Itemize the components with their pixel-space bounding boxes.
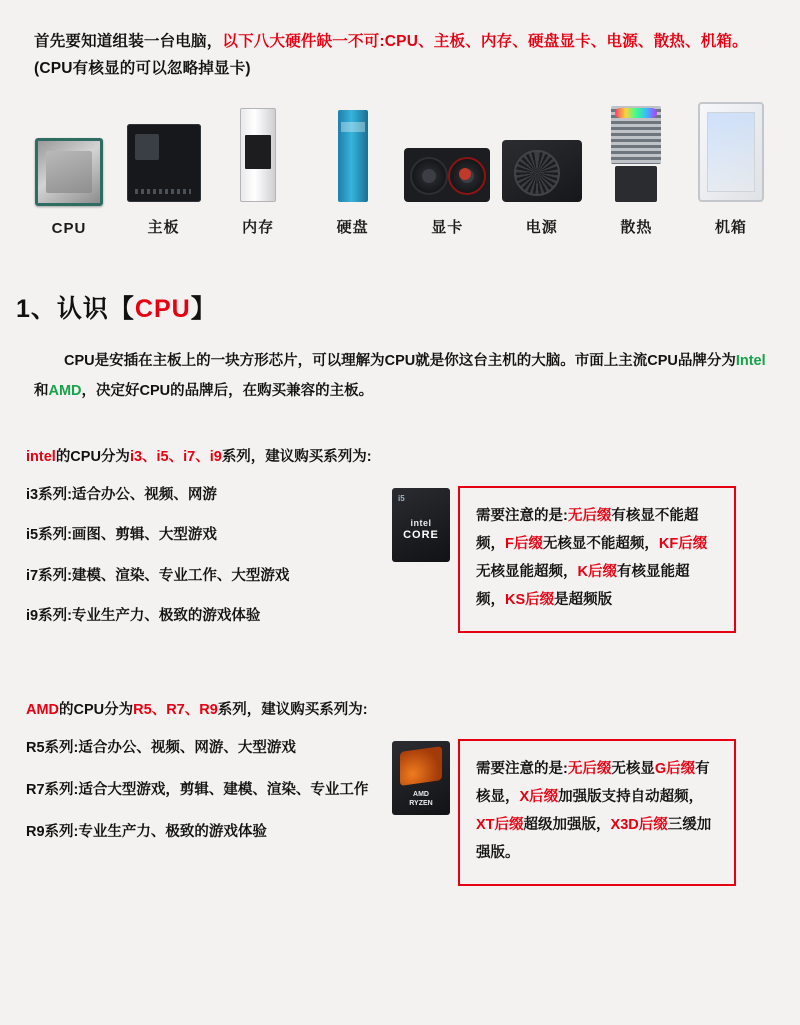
note-red-5: X3D后缀 bbox=[610, 817, 668, 834]
intel-box-line2: CORE bbox=[403, 528, 439, 541]
part-label: 主板 bbox=[147, 219, 180, 237]
section-heading bbox=[16, 289, 800, 325]
intro-segment-1: 首先要知道组装一台电脑， bbox=[34, 33, 223, 50]
brand-amd-inline: AMD bbox=[48, 382, 82, 399]
note-text-4: 无核显能超频， bbox=[476, 564, 578, 581]
paragraph-conjunction: 和 bbox=[34, 382, 49, 399]
ram-stick-icon bbox=[215, 104, 301, 202]
part-item-power-supply bbox=[499, 104, 585, 237]
amd-heading-mid: 的CPU分为 bbox=[59, 701, 134, 718]
part-item-case bbox=[688, 104, 774, 237]
intro-segment-2: 以下八大硬件缺一不可:CPU、主板、内存、硬盘显卡、电源、散热、机箱。 bbox=[222, 33, 748, 50]
intel-series-heading bbox=[26, 445, 800, 466]
amd-note-box bbox=[458, 739, 736, 886]
part-item-motherboard bbox=[121, 104, 207, 237]
intel-box-badge: i5 bbox=[398, 493, 405, 503]
list-item: i5系列:画图、剪辑、大型游戏 bbox=[26, 527, 217, 544]
amd-brand-label: AMD bbox=[26, 701, 60, 718]
motherboard-icon bbox=[121, 104, 207, 202]
intel-box-line1: intel bbox=[410, 517, 432, 528]
note-text-4: 超级加强版， bbox=[523, 817, 611, 834]
note-lead: 需要注意的是: bbox=[476, 760, 568, 777]
cpu-chip-icon bbox=[26, 108, 112, 206]
part-label: 内存 bbox=[242, 219, 275, 237]
amd-series-heading bbox=[26, 698, 800, 719]
list-item: R9系列:专业生产力、极致的游戏体验 bbox=[26, 824, 267, 841]
intel-note-box bbox=[458, 486, 736, 633]
section-close: 】 bbox=[190, 295, 217, 324]
ssd-icon bbox=[310, 104, 396, 202]
cpu-cooler-icon bbox=[593, 104, 679, 202]
note-red-2: G后缀 bbox=[654, 760, 696, 777]
amd-series-rows bbox=[0, 737, 384, 862]
cpu-explanation-paragraph bbox=[34, 347, 766, 406]
list-item: i3系列:适合办公、视频、网游 bbox=[26, 486, 217, 503]
amd-heading-tail: 系列，建议购买系列为: bbox=[217, 701, 368, 718]
part-label: 散热 bbox=[620, 219, 653, 237]
intel-series-block bbox=[0, 484, 800, 646]
paragraph-part-2: ，决定好CPU的品牌后，在购买兼容的主板。 bbox=[81, 382, 374, 399]
part-label: 电源 bbox=[525, 219, 558, 237]
part-item-graphics-card bbox=[404, 104, 490, 237]
list-item: i9系列:专业生产力、极致的游戏体验 bbox=[26, 608, 261, 625]
part-item-cpu bbox=[26, 108, 112, 237]
note-text-6: 是超频版 bbox=[554, 592, 613, 609]
list-item: i7系列:建模、渲染、专业工作、大型游戏 bbox=[26, 567, 290, 584]
note-red-4: XT后缀 bbox=[476, 817, 524, 834]
intel-core-box-icon bbox=[384, 484, 458, 562]
graphics-card-icon bbox=[404, 104, 490, 202]
amd-box-line2: RYZEN bbox=[409, 800, 433, 808]
intro-segment-3: (CPU有核显的可以忽略掉显卡) bbox=[34, 60, 251, 78]
note-text-5: 三缓加强版。 bbox=[476, 817, 712, 862]
part-label: 机箱 bbox=[714, 219, 747, 237]
note-text-1: 无核显 bbox=[611, 760, 655, 777]
intel-heading-mid: 的CPU分为 bbox=[55, 448, 130, 465]
part-item-storage bbox=[310, 104, 396, 237]
list-item: R5系列:适合办公、视频、网游、大型游戏 bbox=[26, 739, 296, 756]
note-red-1: 无后缀 bbox=[567, 760, 612, 777]
paragraph-part-1: CPU是安插在主板上的一块方形芯片，可以理解为CPU就是你这台主机的大脑。市面上主流CPU品牌分为 bbox=[64, 353, 736, 370]
note-red-4: K后缀 bbox=[577, 564, 617, 581]
intel-series-rows bbox=[0, 484, 384, 646]
brand-intel-inline: Intel bbox=[735, 353, 766, 370]
intro-paragraph bbox=[0, 0, 800, 82]
amd-series-list-label: R5、R7、R9 bbox=[133, 701, 218, 718]
pc-case-icon bbox=[688, 104, 774, 202]
section-keyword: CPU bbox=[134, 295, 191, 324]
note-red-1: 无后缀 bbox=[567, 507, 612, 524]
intel-heading-tail: 系列，建议购买系列为: bbox=[221, 448, 372, 465]
note-red-3: KF后缀 bbox=[658, 535, 708, 552]
note-text-2: 有核显， bbox=[476, 760, 710, 805]
amd-series-block bbox=[0, 737, 800, 886]
note-red-5: KS后缀 bbox=[505, 592, 555, 609]
note-text-3: 无核显不能超频， bbox=[542, 535, 659, 552]
note-lead: 需要注意的是: bbox=[476, 507, 568, 524]
note-text-1: 有核显不能超 bbox=[611, 507, 699, 524]
part-label: 显卡 bbox=[431, 219, 464, 237]
part-item-memory bbox=[215, 104, 301, 237]
list-item: R7系列:适合大型游戏，剪辑、建模、渲染、专业工作 bbox=[26, 782, 369, 799]
part-label: CPU bbox=[51, 220, 87, 238]
intel-series-list-label: i3、i5、i7、i9 bbox=[129, 448, 222, 465]
note-text-5: 有核显能超频， bbox=[476, 564, 690, 609]
note-text-2: 频， bbox=[476, 535, 505, 552]
note-red-2: F后缀 bbox=[505, 535, 543, 552]
note-text-3: 加强版支持自动超频， bbox=[558, 788, 704, 805]
section-number: 1、认识【 bbox=[16, 295, 135, 324]
amd-box-line1: AMD bbox=[413, 790, 429, 798]
note-red-3: X后缀 bbox=[519, 788, 559, 805]
part-item-cooler bbox=[593, 104, 679, 237]
hardware-parts-strip bbox=[0, 104, 800, 237]
part-label: 硬盘 bbox=[336, 219, 369, 237]
intel-brand-label: intel bbox=[26, 448, 56, 465]
power-supply-icon bbox=[499, 104, 585, 202]
amd-ryzen-box-icon bbox=[384, 737, 458, 815]
